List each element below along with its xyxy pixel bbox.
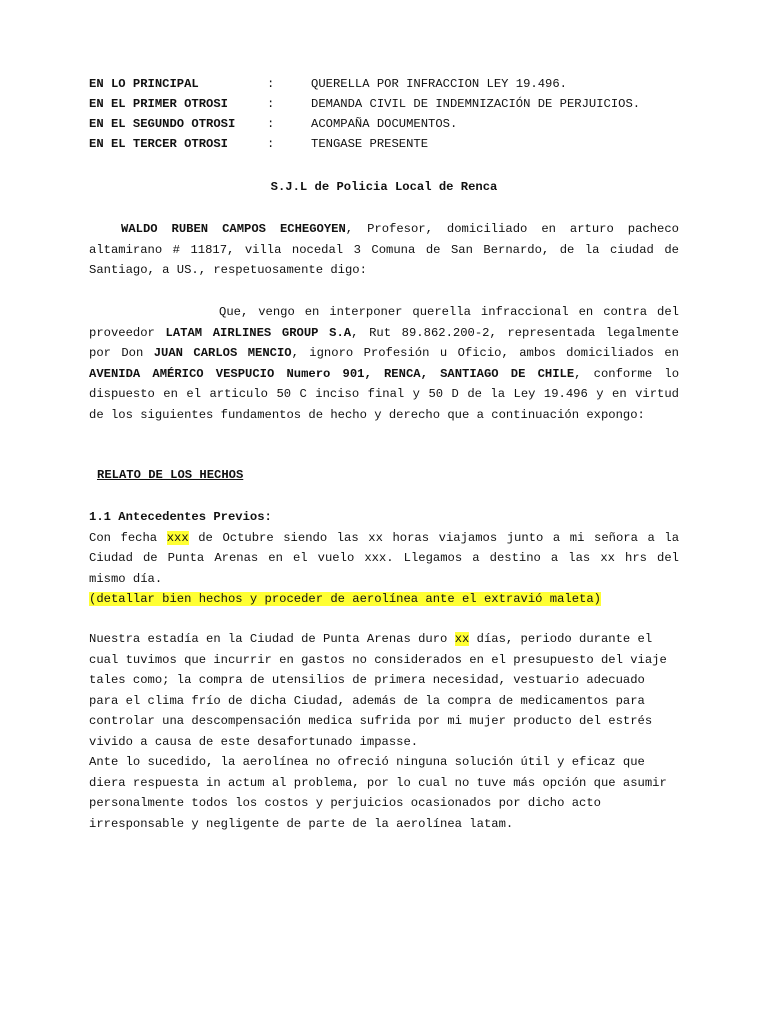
- header-colon: :: [267, 97, 275, 111]
- complaint-text-3: , ignoro Profesión u Oficio, ambos domiciliados en: [291, 346, 679, 360]
- complaint-paragraph: [89, 302, 679, 425]
- highlighted-note: (detallar bien hechos y proceder de aerolínea ante el extravió maleta): [89, 592, 601, 606]
- complaint-text-2: , Rut 89.862.200-2, representada legalmente por Don: [89, 325, 679, 360]
- header-key: EN EL SEGUNDO OTROSI: [89, 117, 236, 131]
- facts-block: [89, 507, 679, 610]
- header-colon: :: [267, 77, 275, 91]
- header-key: EN EL TERCER OTROSI: [89, 137, 228, 151]
- plaintiff-name: WALDO RUBEN CAMPOS ECHEGOYEN: [121, 222, 346, 236]
- defendant-address: AVENIDA AMÉRICO VESPUCIO Numero 901, RENCA, SANTIAGO DE CHILE: [89, 366, 575, 381]
- complaint-text-4: , conforme lo dispuesto en el articulo 50 C inciso final y 50 D de la Ley 19.496 y en virtud de los siguientes fundamentos de hecho y derecho que a continuación expongo:: [89, 366, 680, 422]
- facts-paragraph: [89, 528, 679, 590]
- stay-block: [89, 629, 679, 834]
- header-colon: :: [267, 117, 275, 131]
- stay-paragraph: [89, 629, 679, 752]
- complaint-paragraph-block: [89, 302, 679, 425]
- outcome-paragraph: Ante lo sucedido, la aerolínea no ofreció ninguna solución útil y eficaz que diera respuesta in actum al problema, por lo cual no tuve más opción que asumir personalmente todos los costos y perjuicios ocasionados por dicho acto irresponsable y negligente de parte de la aerolínea latam.: [89, 755, 667, 831]
- court-heading: S.J.L de Policia Local de Renca: [270, 180, 498, 194]
- defendant-company: LATAM AIRLINES GROUP S.A: [165, 325, 352, 340]
- editor-note: [89, 589, 679, 610]
- subsection-title: 1.1 Antecedentes Previos:: [89, 510, 272, 524]
- header-value: ACOMPAÑA DOCUMENTOS.: [311, 117, 458, 131]
- header-colon: :: [267, 137, 275, 151]
- facts-text-1: Con fecha: [89, 530, 167, 545]
- intro-text: , Profesor, domiciliado en arturo pacheco altamirano # 11817, villa nocedal 3 Comuna de San Bernardo, de la ciudad de Santiago, a US., respetuosamente digo:: [89, 222, 679, 277]
- facts-text-2: de Octubre siendo las xx horas viajamos junto a mi señora a la Ciudad de Punta Arenas en el vuelo xxx. Llegamos a destino a las xx hrs del mismo día.: [89, 530, 680, 586]
- stay-text-2: días, periodo durante el cual tuvimos que incurrir en gastos no considerados en el presupuesto del viaje tales como; la compra de utensilios de primera necesidad, vestuario adecuado para el clima frío de dicha Ciudad, además de la compra de medicamentos para controlar una descompensación medica sufrida por mi mujer producto del estrés vivido a causa de este desafortunado impasse.: [89, 632, 667, 749]
- section-title: RELATO DE LOS HECHOS: [97, 468, 244, 482]
- header-key: EN EL PRIMER OTROSI: [89, 97, 228, 111]
- header-value: QUERELLA POR INFRACCION LEY 19.496.: [311, 77, 567, 91]
- header-key: EN LO PRINCIPAL: [89, 77, 199, 91]
- intro-paragraph: [89, 219, 679, 281]
- highlighted-placeholder: xxx: [166, 530, 189, 545]
- legal-representative: JUAN CARLOS MENCIO: [153, 346, 292, 360]
- intro-paragraph-block: [89, 219, 679, 281]
- highlighted-placeholder: xx: [454, 632, 470, 646]
- header-value: DEMANDA CIVIL DE INDEMNIZACIÓN DE PERJUICIOS.: [311, 97, 641, 111]
- stay-text-1: Nuestra estadía en la Ciudad de Punta Arenas duro: [89, 632, 455, 646]
- complaint-text-1: Que, vengo en interponer querella infraccional en contra del proveedor: [89, 305, 679, 340]
- header-value: TENGASE PRESENTE: [311, 137, 429, 151]
